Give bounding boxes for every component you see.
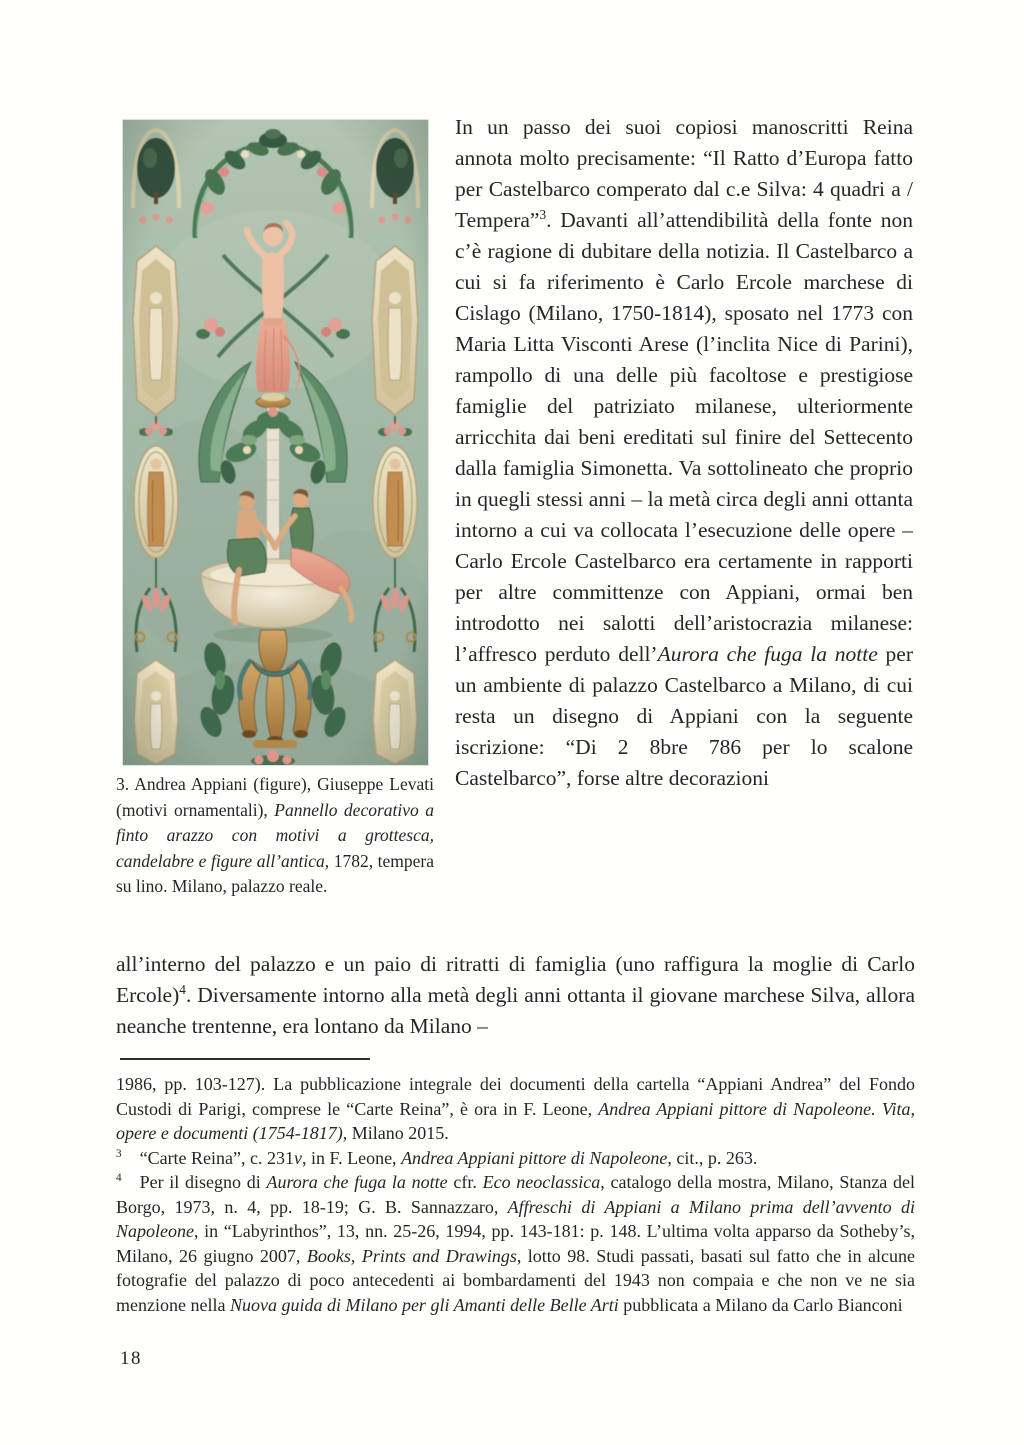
- footnotes: [116, 1072, 915, 1317]
- body-text-column: In un passo dei suoi copiosi manoscritti Reina annota molto precisamente: “Il Ratto d’Europa fatto per Castelbarco comperato dal c.e Silva: 4 quadri a / Tempera”$^3$. Davanti all’attendibilità della fonte non c’è ragione di dubitare della notizia. Il Castelbarco a cui si fa riferimento è Carlo Ercole marchese di Cislago (Milano, 1750-1814), sposato nel 1773 con Maria Litta Visconti Arese (l’inclita Nice di Parini), rampollo di una delle più facoltose e prestigiose famiglie del patriziato milanese, ulteriormente arricchita dai beni ereditati sul finire del Settecento dalla famiglia Simonetta. Va sottolineato che proprio in quegli stessi anni – la metà circa degli anni ottanta intorno a cui va collocata l’esecuzione delle opere – Carlo Ercole Castelbarco era certamente in rapporti per altre committenze con Appiani, ormai ben introdotto nei salotti dell’aristocrazia milanese: l’affresco perduto dell’Aurora che fuga la notte per un ambiente di palazzo Castelbarco a Milano, di cui resta un disegno di Appiani con la seguente iscrizione: “Di 2 8bre 786 per lo scalone Castelbarco”, forse altre decorazioni: [455, 115, 914, 790]
- footnote-continuation: 1986, pp. 103-127). La pubblicazione integrale dei documenti della cartella “Appiani Andrea” del Fondo Custodi di Parigi, comprese le “Carte Reina”, è ora in F. Leone, Andrea Appiani pittore di Napoleone. Vita, opere e documenti (1754-1817), Milano 2015.: [116, 1074, 915, 1143]
- figure-caption: 3. Andrea Appiani (figure), Giuseppe Levati (motivi ornamentali), Pannello decorativo a finto arazzo con motivi a grottesca, candelabre e figure all’antica, 1782, tempera su lino. Milano, palazzo reale.: [116, 774, 434, 896]
- footnote-3: $^3$ “Carte Reina”, c. 231v, in F. Leone, Andrea Appiani pittore di Napoleone, cit., p. 263.: [116, 1147, 758, 1168]
- body-text-full-width: all’interno del palazzo e un paio di ritratti di famiglia (uno raffigura la moglie di Carlo Ercole)$^4$. Diversamente intorno alla metà degli anni ottanta il giovane marchese Silva, allora neanche trentenne, era lontano da Milano –: [116, 952, 915, 1038]
- footnote-4: $^4$ Per il disegno di Aurora che fuga la notte cfr. Eco neoclassica, catalogo della mostra, Milano, Stanza del Borgo, 1973, n. 4, pp. 18-19; G. B. Sannazzaro, Affreschi di Appiani a Milano prima dell’avvento di Napoleone, in “Labyrinthos”, 13, nn. 25-26, 1994, pp. 143-181: p. 148. L’ultima volta apparso da Sotheby’s, Milano, 26 giugno 2007, Books, Prints and Drawings, lotto 98. Studi passati, basati sul fatto che in alcune fotografie del palazzo di poco antecedenti ai bombardamenti del 1943 non compaia e che non ve ne sia menzione nella Nuova guida di Milano per gli Amanti delle Belle Arti pubblicata a Milano da Carlo Bianconi: [116, 1172, 916, 1315]
- decorative-panel-image: [123, 120, 428, 765]
- page-number: 18: [120, 1348, 142, 1369]
- footnote-separator-rule: [120, 1058, 370, 1060]
- figure-3-artwork: [123, 120, 428, 765]
